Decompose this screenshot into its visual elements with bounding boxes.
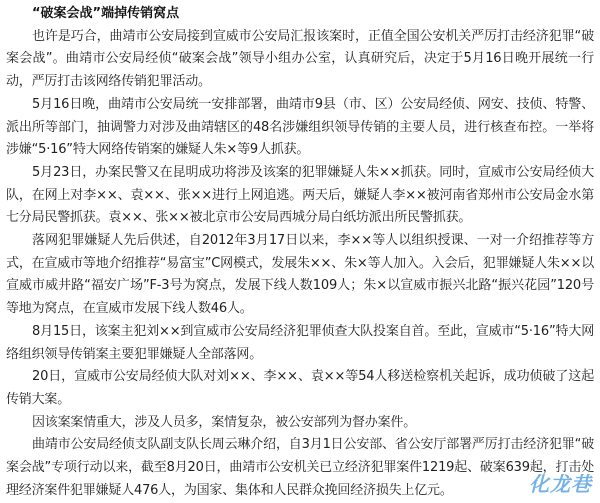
paragraph: 8月15日，该案主犯刘××到宣威市公安局经济犯罪侦查大队投案自首。至此，宣威市“5·16”特大网络组织领导传销案主要犯罪嫌疑人全部落网。 <box>6 323 594 362</box>
article <box>6 3 594 502</box>
article-heading: “破案会战”端掉传销窝点 <box>32 6 180 21</box>
paragraph: 5月23日，办案民警又在昆明成功将涉及该案的犯罪嫌疑人朱××抓获。同时，宣威市公安局经侦大队，在网上对李××、袁××、张××进行上网追逃。两天后，嫌疑人李××被河南省郑州市公安局金水第七分局民警抓获。袁××、张××被北京市公安局西城分局白纸坊派出所民警抓获。 <box>6 164 594 226</box>
paragraph: 也许是巧合，曲靖市公安局接到宣威市公安局汇报该案时，正值全国公安机关严厉打击经济犯罪“破案会战”。曲靖市公安局经侦“破案会战”领导小组办公室，认真研究后，决定于5月16日晚开展统一行动，严厉打击该网络传销犯罪活动。 <box>6 28 594 90</box>
paragraph: 落网犯罪嫌疑人先后供述，自2012年3月17日以来，李××等人以组织授课、一对一介绍推荐等方式，在宣威市等地介绍推荐“易富宝”C网模式，发展朱××、朱×等人加入。入会后，犯罪嫌疑人朱××以宣威市威井路“福安广场”F-3号为窝点，发展下线人数109人；朱×以宣威市振兴北路“振兴花园”120号等地为窝点，在宣威市发展下线人数46人。 <box>6 233 594 317</box>
paragraph: 因该案案情重大，涉及人员多，案情复杂，被公安部列为督办案件。 <box>32 414 417 430</box>
paragraph: 20日，宣威市公安局经侦大队对刘××、李××、袁××等54人移送检察机关起诉，成功侦破了这起传销大案。 <box>6 369 594 407</box>
paragraph: 曲靖市公安局经侦支队副支队长周云琳介绍，自3月1日公安部、省公安厅部署严厉打击经济犯罪“破案会战”专项行动以来，截至8月20日，曲靖市公安机关已立经济犯罪案件1219起、破案639起，打击处理经济案件犯罪嫌疑人476人，为国家、集体和人民群众挽回经济损失上亿元。 <box>6 437 594 498</box>
paragraph: 5月16日晚，曲靖市公安局统一安排部署，曲靖市9县（市、区）公安局经侦、网安、技侦、特警、派出所等部门，抽调警力对涉及曲靖辖区的48名涉嫌组织领导传销的主要人员，进行核查布控。一举将涉嫌“5·16”特大网络传销案的嫌疑人朱×等9人抓获。 <box>6 96 594 158</box>
watermark-logo: 化龙巷 <box>529 472 592 496</box>
